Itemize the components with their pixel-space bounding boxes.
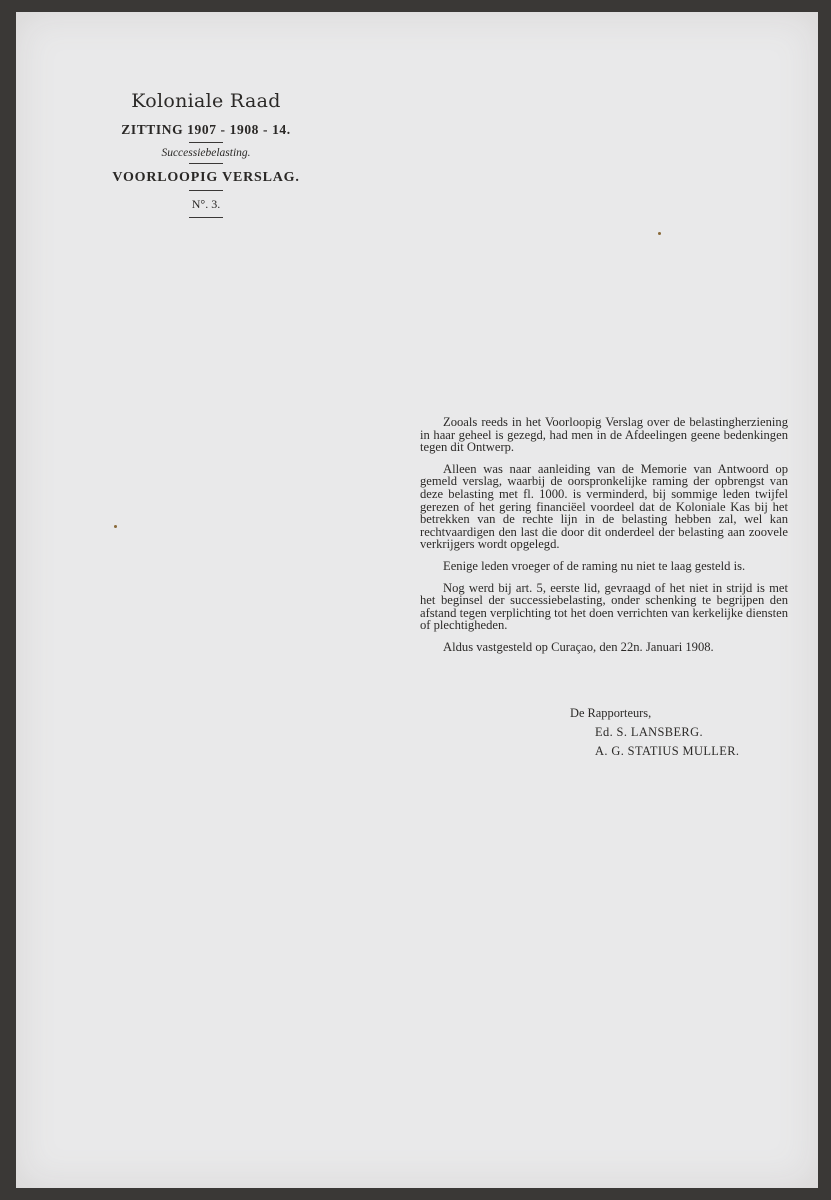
paragraph: Nog werd bij art. 5, eerste lid, gevraagd of het niet in strijd is met het beginsel der successiebelasting, onder schenking te begrijpen den afstand tegen verplichting tot het doen verrichten van kerkelijke diensten of plechtigheden. xyxy=(420,580,788,633)
heading-rule-1 xyxy=(189,142,223,143)
paragraph: Aldus vastgesteld op Curaçao, den 22n. Januari 1908. xyxy=(443,639,714,654)
document-page xyxy=(16,12,818,1188)
report-title: VOORLOOPIG VERSLAG. xyxy=(112,170,300,185)
rapporteur-name: A. G. STATIUS MULLER. xyxy=(595,744,740,758)
paper-speck xyxy=(114,525,117,528)
paragraph: Eenige leden vroeger of de raming nu niet te laag gesteld is. xyxy=(443,558,746,573)
rapporteur-name: Ed. S. LANSBERG. xyxy=(595,725,703,739)
heading-rule-3 xyxy=(189,190,223,191)
heading-rule-4 xyxy=(189,217,223,218)
subject-line: Successiebelasting. xyxy=(161,147,251,159)
rapporteurs-label: De Rapporteurs, xyxy=(570,706,652,720)
paper-speck xyxy=(658,232,661,235)
session-number: ZITTING 1907 - 1908 - 14. xyxy=(121,122,291,137)
paragraph: Zooals reeds in het Voorloopig Verslag over de belastingherziening in haar geheel is gezegd, had men in de Afdeelingen geene bedenkingen tegen dit Ontwerp. xyxy=(420,415,788,455)
document-heading xyxy=(86,90,326,218)
council-name: Koloniale Raad xyxy=(131,90,281,112)
report-body xyxy=(420,416,788,663)
heading-rule-2 xyxy=(189,163,223,164)
paragraph: Alleen was naar aanleiding van de Memorie van Antwoord op gemeld verslag, waarbij de oorspronkelijke raming der opbrengst van deze belasting met fl. 1000. is verminderd, bij sommige leden twijfel gerezen of het gering financiëel voordeel dat de Koloniale Kas bij het betrekken van de rechte lijn in de belasting hebben zal, wel kan rechtvaardigen den last die door dit onderdeel der belasting aan zoovele verkrijgers wordt opgelegd. xyxy=(420,461,788,552)
document-number: N°. 3. xyxy=(191,197,221,211)
